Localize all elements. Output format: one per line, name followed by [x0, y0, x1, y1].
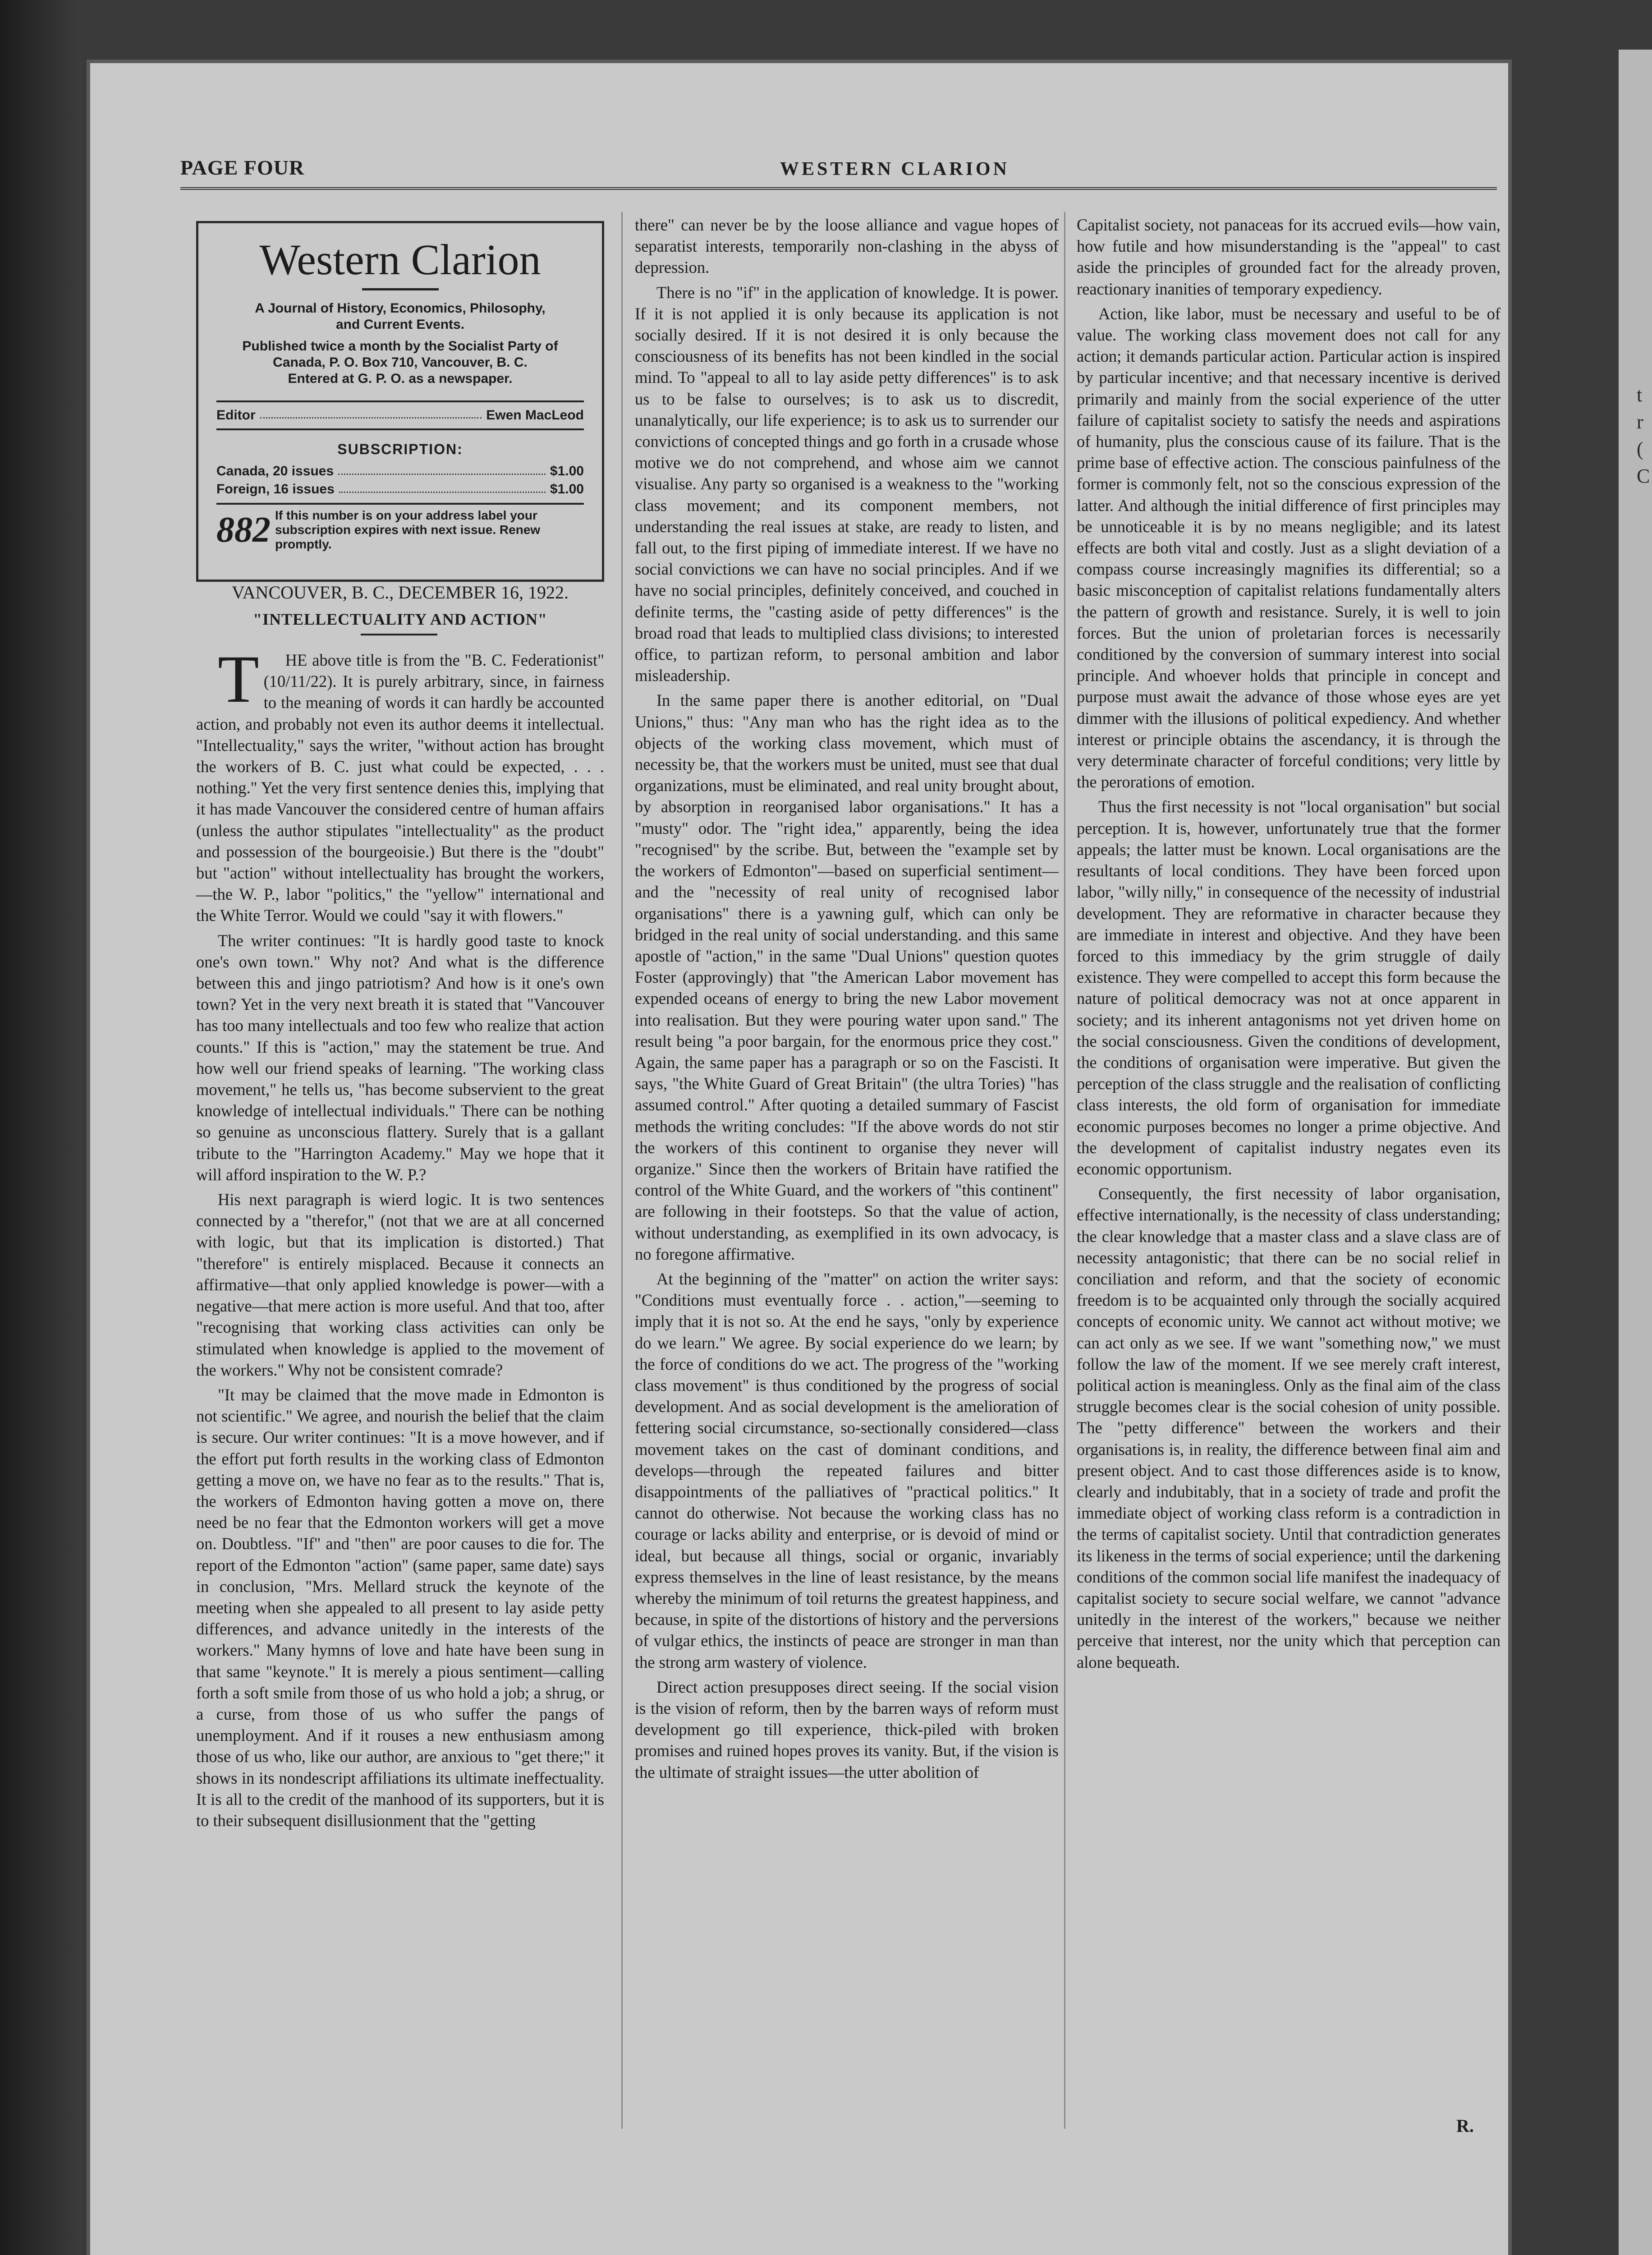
column-rule — [621, 212, 623, 2129]
paragraph: In the same paper there is another editorial, on "Dual Unions," thus: "Any man who has the right idea as to the objects of the working class movement, which must of necessity be, that the workers must be united, must see that dual organizations, must be eliminated, and real unity brought about, by absorption in reorganised labor organisations." It has a "musty" odor. The "right idea," apparently, being the idea "recognised" by the scribe. But, between the "example set by the workers of Edmonton"—based on superficial sentiment—and the "necessity of real unity of recognised labor organisations" there is a yawning gulf, which can only be bridged in the real unity of social understanding. and this same apostle of "action," in the same "Dual Unions" question quotes Foster (approvingly) that "the American Labor movement has expended oceans of energy to bring the new Labor movement into realisation. But they were pouring water upon sand." The result being "a poor bargain, for the enormous price they cost." Again, the same paper has a paragraph or so on the Fascisti. It says, "the White Guard of Great Britain" (the ultra Tories) "has assumed control." After quoting a detailed summary of Fascist methods the writing concludes: "If the above words do not stir the workers of this continent to organise they never will organize." Since then the workers of Britain have ratified the control of the White Guard, and the workers of "this continent" are following in their footsteps. So that the value of action, without understanding, as exemplified in its own advocacy, is no foregone affirmative. — [635, 691, 1059, 1263]
author-signature: R. — [1456, 2116, 1474, 2136]
rate-price: $1.00 — [550, 464, 584, 479]
dateline: VANCOUVER, B. C., DECEMBER 16, 1922. — [231, 582, 569, 603]
paragraph: Thus the first necessity is not "local organisation" but social perception. It is, however, unfortunately true that the former appeals; the latter must be known. Local organisations are the resultants of local conditions. They have been forced upon labor, "willy nilly," in consequence of the necessity of industrial development. They are reformative in character because they are immediate in interest and objective. And they have been forced to this immediacy by the grim struggle of daily existence. They were compelled to accept this form because the nature of political democracy was not at once apparent in society; and its inherent antagonisms not yet driven home on the social consciousness. Given the conditions of development, the conditions of organisation were imperative. But given the perception of the class struggle and the realisation of conflicting class interests, the old form of organisation for immediate economic purposes becomes no longer a prime objective. And the development of capitalist industry negates even its economic opportunism. — [1077, 797, 1501, 1178]
editor-name: Ewen MacLeod — [486, 408, 584, 423]
article-column-3 — [1077, 214, 1501, 1676]
masthead-publisher: Published twice a month by the Socialist Party of Canada, P. O. Box 710, Vancouver, B. C. — [242, 339, 558, 370]
masthead-box — [196, 221, 604, 582]
rate-label: Foreign, 16 issues — [216, 482, 335, 497]
article-column-1 — [196, 642, 604, 1835]
adjacent-page-edge — [1619, 50, 1652, 2255]
page-number-label: PAGE FOUR — [180, 156, 305, 179]
paragraph: There is no "if" in the application of knowledge. It is power. If it is not applied it is only because its application is not socially desired. If it is not desired it is only because the consciousness of its benefits has not been kindled in the social mind. To "appeal to all to lay aside petty differences" is to ask us to be false to ourselves; is to ask us to discredit, unanalytically, our life experience; is to ask us to surrender our convictions of concepted things and go forth in a crusade whose motive we do not comprehend, and whose aim we cannot visualise. Any party so organised is a weakness to the "working class movement; and its component members, not understanding the real issues at stake, are ready to listen, and fall out, to the first piping of immediate interest. If we have no social convictions we can have no social principles. And if we have no social principles, definitely conceived, and couched in definite terms, the "casting aside of petty differences" is the broad road that leads to multiplied class divisions; to interested office, to partizan reform, to personal ambition and labor misleadership. — [635, 283, 1059, 685]
headline-divider — [361, 634, 437, 635]
adjacent-page-fragment: t — [1637, 384, 1643, 406]
newspaper-name: WESTERN CLARION — [780, 159, 1010, 179]
article-column-2 — [635, 214, 1059, 1786]
article-headline: "INTELLECTUALITY AND ACTION" — [253, 610, 547, 628]
rate-label: Canada, 20 issues — [216, 464, 334, 479]
adjacent-page-fragment: r — [1637, 411, 1643, 433]
paragraph: Direct action presupposes direct seeing. If the social vision is the vision of reform, then by the barren ways of reform must development go till experience, thick-piled with broken promises and ruined hopes proves its vanity. But, if the vision is the ultimate of straight issues—the utter abolition of — [635, 1677, 1059, 1781]
editor-row — [216, 400, 584, 430]
masthead-title: Western Clarion — [259, 235, 541, 284]
masthead-entry-note: Entered at G. P. O. as a newspaper. — [288, 371, 513, 386]
paragraph: His next paragraph is wierd logic. It is two sentences connected by a "therefor," (not that we are at all concerned with logic, but that its implication is distorted.) That "therefore" is entirely misplaced. Because it connects an affirmative—that only applied knowledge is power—with a negative—that mere action is more useful. And that too, after "recognising that working class activities can only be stimulated when knowledge is applied to the movement of the workers." Why not be consistent comrade? — [196, 1190, 604, 1379]
subscription-rate-row — [216, 462, 584, 480]
subscription-heading: SUBSCRIPTION: — [337, 441, 463, 457]
paragraph: there" can never be by the loose alliance and vague hopes of separatist interests, temporarily non-clashing in the abyss of depression. — [635, 216, 1059, 277]
paragraph: THE above title is from the "B. C. Federationist" (10/11/22). It is purely arbitrary, since, in fairness to the meaning of words it can hardly be accounted action, and probably not even its author deems it intellectual. "Intellectuality," says the writer, "without action has brought the workers of B. C. just what could be expected, . . . nothing." Yet the very first sentence denies this, implying that it has made Vancouver the considered centre of human affairs (unless the author stipulates "intellectuality" as the product and possession of the bourgeoisie.) But there is the "doubt" but "action" without intellectuality has brought the workers,—the W. P., labor "politics," the "yellow" international and the White Terror. Would we could "say it with flowers." — [196, 642, 604, 925]
masthead-divider — [362, 288, 439, 290]
column-rule — [1064, 212, 1065, 2129]
issue-number: 882 — [216, 510, 271, 550]
paragraph: Capitalist society, not panaceas for its accrued evils—how vain, how futile and how misunderstanding is the "appeal" to cast aside the principles of grounded fact for the already proven, reactionary inanities of temporary expediency. — [1077, 216, 1501, 298]
paragraph: At the beginning of the "matter" on action the writer says: "Conditions must eventually force . . action,"—seeming to imply that it is not so. At the end he says, "only by experience do we learn." We agree. By social experience do we learn; by the force of conditions do we act. The progress of the "working class movement" is thus conditioned by the progress of social development. And as social development is the amelioration of fettering social circumstance, so-sectionally considered—class movement takes on the cast of dominant conditions, and develops—through the repeated failures and bitter disappointments of the palliatives of "practical politics." It cannot do otherwise. Not because the working class has no courage or lacks ability and enterprise, or is devoid of mind or ideal, but because all things, social or organic, invariably express themselves in the line of least resistance, by the means whereby the minimum of toil returns the greatest happiness, and because, in spite of the distortions of history and the perversions of vulgar ethics, the instincts of peace are stronger in man than the strong arm wastery of violence. — [635, 1269, 1059, 1671]
subscription-rate-row — [216, 480, 584, 498]
paragraph: Action, like labor, must be necessary and useful to be of value. The working class movement does not call for any action; it demands particular action. Particular action is inspired by particular incentive; and that necessary incentive is derived primarily and mainly from the social experience of the utter failure of capitalist society to satisfy the needs and aspirations of humanity, plus the conscious cause of its failure. That is the prime base of effective action. The conscious painfulness of the former is commonly felt, not so the conscious expression of the latter. And although the initial difference of first principles may be unnoticeable it is by no means negligible; and its latest effects are both vital and costly. Just as a slight deviation of a compass course increasingly magnifies its differential; so a basic misconception of capitalist relations fundamentally alters the pattern of growth and resistance. Surely, it is well to join forces. But the union of proletarian forces is necessarily conditioned by the conversion of summary interest into social principle. And whoever holds that principle in concept and purpose must await the advance of those whose eyes are yet dimmer with the illusions of political expediency. And whether interest or principle obtains the ascendancy, it is through the very determinate character of forceful conditions; very little by the perorations of emotion. — [1077, 304, 1501, 792]
masthead-description: A Journal of History, Economics, Philosophy, and Current Events. — [255, 301, 546, 332]
rate-price: $1.00 — [550, 482, 584, 497]
editor-label: Editor — [216, 408, 256, 423]
adjacent-page-fragment: ( — [1637, 438, 1643, 460]
page-header — [180, 156, 1497, 190]
expiry-notice-text: If this number is on your address label your subscription expires with next issue. Renew promptly. — [275, 508, 541, 551]
paragraph: The writer continues: "It is hardly good taste to knock one's own town." Why not? And what is the difference between this and jingo patriotism? And how is it one's own town? Yet in the very next breath it is stated that "Vancouver has too many intellectuals and too few who realize that action counts." If this is "action," may the statement be true. And how well our friend speaks of learning. "The working class movement," he tells us, "has become subservient to the great knowledge of intellectual individuals." There can be nothing so genuine as unconscious flattery. Surely that is a gallant tribute to the "Harrington Academy." May we hope that it will afford inspiration to the W. P.? — [196, 931, 604, 1184]
expiry-notice — [216, 503, 584, 552]
adjacent-page-fragment: C — [1637, 465, 1650, 487]
microfilm-border — [0, 0, 81, 2255]
paragraph: "It may be claimed that the move made in Edmonton is not scientific." We agree, and nourish the belief that the claim is secure. Our writer continues: "It is a move however, and if the effort put forth results in the working class of Edmonton getting a move on, we have no fear as to the results." That is, the workers of Edmonton having gotten a move on, there need be no fear that the Edmonton workers will get a move on. Doubtless. "If" and "then" are poor causes to die for. The report of the Edmonton "action" (same paper, same date) says in conclusion, "Mrs. Mellard struck the keynote of the meeting when she appealed to all present to lay aside petty differences, and advance unitedly in the interests of the workers." Many hymns of love and hate have been sung in that same "keynote." It is merely a pious sentiment—calling forth a soft smile from those of us who hold a job; a shrug, or a curse, from those of us who suffer the pangs of unemployment. And if it rouses a new enthusiasm among those of us who, like our author, are anxious to "get there;" it shows in its nondescript affiliations its ultimate ineffectuality. It is all to the credit of the manhood of its supporters, but it is to their subsequent disillusionment that the "getting — [196, 1385, 604, 1830]
paragraph: Consequently, the first necessity of labor organisation, effective internationally, is the necessity of class understanding; the clear knowledge that a master class and a slave class are of necessity antagonistic; that there can be no social relief in conciliation and reform, and that the society of economic freedom is to be acquainted only through the socially acquired concepts of economic unity. We cannot act without motive; we can act only as we see. If we want "something now," we must follow the law of the moment. If we see merely craft interest, political action is meaningless. Only as the final aim of the class struggle becomes clear is the social cohesion of unity possible. The "petty difference" between the workers and their organisations is, in reality, the difference between final aim and present object. And to cast those differences aside is to know, clearly and indubitably, that in a society of trade and profit the immediate object of working class reform is a contradiction in the terms of capitalist society. Until that contradiction generates its likeness in the terms of social experience; until the darkening conditions of the common social life manifest the inadequacy of capitalist society to secure social welfare, we cannot "advance unitedly in the interest of the workers," because we neither perceive that interest, nor the unity which that perception can alone bequeath. — [1077, 1184, 1501, 1671]
